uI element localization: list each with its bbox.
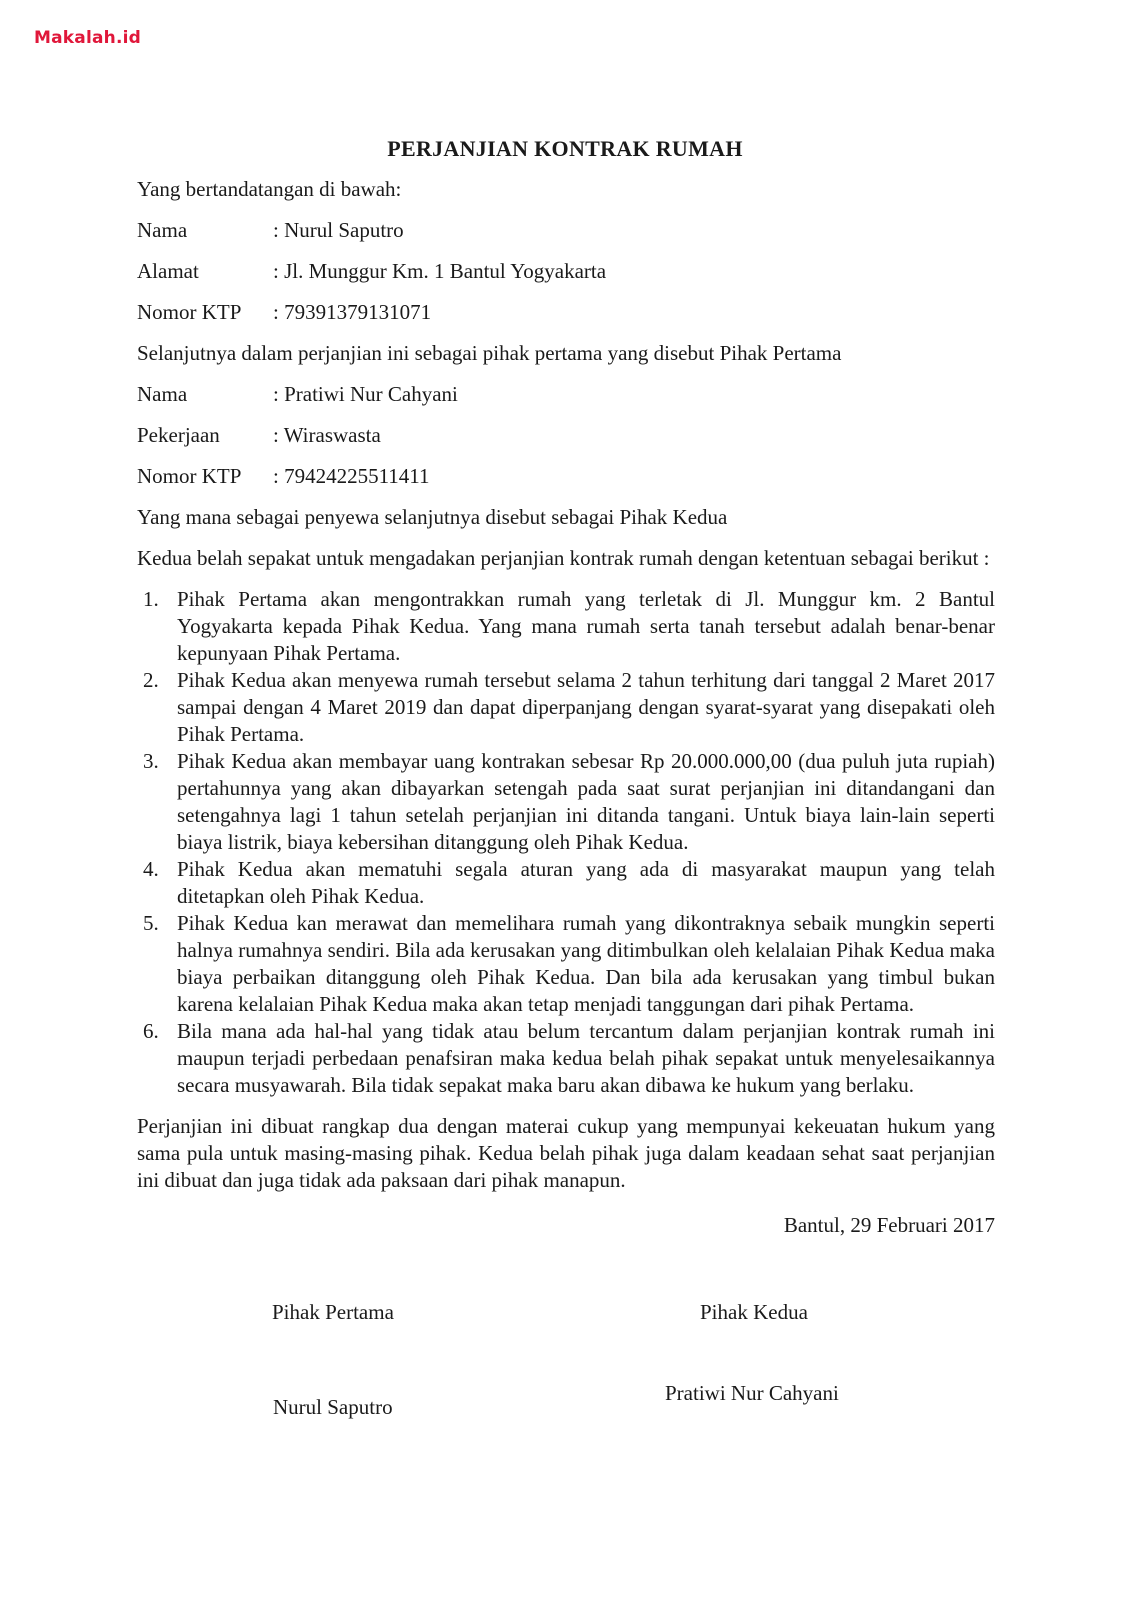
second-party-statement: Yang mana sebagai penyewa selanjutnya disebut sebagai Pihak Kedua bbox=[137, 505, 728, 529]
term-number: 5. bbox=[143, 911, 159, 935]
agreement-intro: Kedua belah sepakat untuk mengadakan perjanjian kontrak rumah dengan ketentuan sebagai berikut : bbox=[137, 546, 990, 570]
field-label: Pekerjaan bbox=[137, 423, 220, 447]
terms-list bbox=[137, 586, 995, 1099]
field-value: : Pratiwi Nur Cahyani bbox=[273, 382, 458, 406]
term-number: 3. bbox=[143, 749, 159, 773]
intro-text: Yang bertandatangan di bawah: bbox=[137, 177, 402, 201]
place-date: Bantul, 29 Februari 2017 bbox=[783, 1213, 995, 1237]
field-row bbox=[137, 381, 995, 408]
list-item bbox=[137, 856, 995, 910]
term-number: 4. bbox=[143, 857, 159, 881]
closing-paragraph: Perjanjian ini dibuat rangkap dua dengan materai cukup yang mempunyai kekeuatan hukum yang sama pula untuk masing-masing pihak. Kedua belah pihak juga dalam keadaan sehat saat perjanjian ini dibuat dan juga tidak ada paksaan dari pihak manapun. bbox=[137, 1114, 995, 1192]
first-party-signature-name: Nurul Saputro bbox=[273, 1395, 393, 1419]
list-item bbox=[137, 1018, 995, 1099]
field-value: : 79424225511411 bbox=[273, 464, 430, 488]
term-text: Bila mana ada hal-hal yang tidak atau belum tercantum dalam perjanjian kontrak rumah ini maupun terjadi perbedaan penafsiran maka kedua belah pihak sepakat untuk menyelesaikannya secara musyawarah. Bila tidak sepakat maka baru akan dibawa ke hukum yang berlaku. bbox=[177, 1019, 995, 1097]
term-text: Pihak Pertama akan mengontrakkan rumah yang terletak di Jl. Munggur km. 2 Bantul Yogyakarta kepada Pihak Kedua. Yang mana rumah serta tanah tersebut adalah benar-benar kepunyaan Pihak Pertama. bbox=[177, 587, 995, 665]
field-row bbox=[137, 217, 995, 244]
second-party-signature-label: Pihak Kedua bbox=[700, 1300, 808, 1324]
field-value: : Jl. Munggur Km. 1 Bantul Yogyakarta bbox=[273, 259, 607, 283]
first-party-signature-label: Pihak Pertama bbox=[272, 1300, 394, 1324]
list-item bbox=[137, 667, 995, 748]
field-row bbox=[137, 299, 995, 326]
term-text: Pihak Kedua akan membayar uang kontrakan sebesar Rp 20.000.000,00 (dua puluh juta rupiah) pertahunnya yang akan dibayarkan setengah pada saat surat perjanjian ini ditandangani dan setengahnya lagi 1 tahun setelah perjanjian ini ditanda tangani. Untuk biaya lain-lain seperti biaya listrik, biaya kebersihan ditanggung oleh Pihak Kedua. bbox=[177, 749, 995, 854]
list-item bbox=[137, 748, 995, 856]
field-label: Alamat bbox=[137, 259, 199, 283]
term-number: 6. bbox=[143, 1019, 159, 1043]
field-label: Nama bbox=[137, 218, 188, 242]
field-value: : Nurul Saputro bbox=[273, 218, 404, 242]
field-label: Nomor KTP bbox=[137, 300, 242, 324]
document-body bbox=[137, 176, 995, 1239]
field-label: Nomor KTP bbox=[137, 464, 242, 488]
watermark-logo: Makalah.id bbox=[34, 28, 142, 48]
term-number: 1. bbox=[143, 587, 159, 611]
first-party-statement: Selanjutnya dalam perjanjian ini sebagai pihak pertama yang disebut Pihak Pertama bbox=[137, 341, 842, 365]
second-party-signature-name: Pratiwi Nur Cahyani bbox=[665, 1381, 839, 1405]
list-item bbox=[137, 586, 995, 667]
term-text: Pihak Kedua akan menyewa rumah tersebut selama 2 tahun terhitung dari tanggal 2 Maret 2017 sampai dengan 4 Maret 2019 dan dapat diperpanjang dengan syarat-syarat yang disepakati oleh Pihak Pertama. bbox=[177, 668, 995, 746]
field-label: Nama bbox=[137, 382, 188, 406]
list-item bbox=[137, 910, 995, 1018]
term-text: Pihak Kedua akan mematuhi segala aturan yang ada di masyarakat maupun yang telah ditetapkan oleh Pihak Kedua. bbox=[177, 857, 995, 908]
field-row bbox=[137, 422, 995, 449]
term-text: Pihak Kedua kan merawat dan memelihara rumah yang dikontraknya sebaik mungkin seperti halnya rumahnya sendiri. Bila ada kerusakan yang ditimbulkan oleh kelalaian Pihak Kedua maka biaya perbaikan ditanggung oleh Pihak Kedua. Dan bila ada kerusakan yang timbul bukan karena kelalaian Pihak Kedua maka akan tetap menjadi tanggungan dari pihak Pertama. bbox=[177, 911, 995, 1016]
field-value: : 79391379131071 bbox=[273, 300, 432, 324]
field-row bbox=[137, 258, 995, 285]
field-row bbox=[137, 463, 995, 490]
document-title: PERJANJIAN KONTRAK RUMAH bbox=[387, 136, 743, 161]
term-number: 2. bbox=[143, 668, 159, 692]
field-value: : Wiraswasta bbox=[273, 423, 381, 447]
